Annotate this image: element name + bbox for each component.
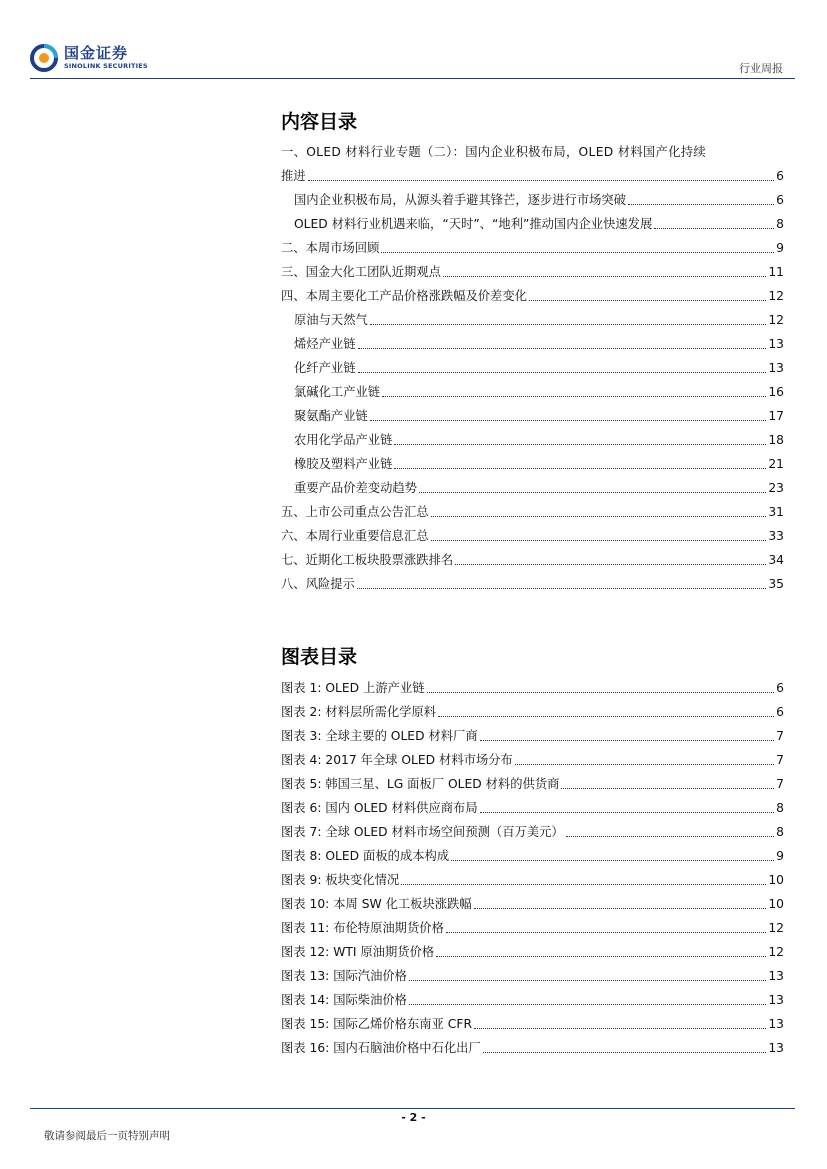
toc-entry-label: OLED 材料行业机遇来临，“天时”、“地利”推动国内企业快速发展	[294, 217, 653, 231]
toc-entry-page: 9	[776, 241, 784, 255]
figure-entry[interactable]	[281, 672, 784, 696]
figures-title: 图表目录	[281, 646, 358, 668]
figure-entry-page: 6	[776, 705, 784, 719]
figure-entry[interactable]	[281, 864, 784, 888]
company-logo	[30, 44, 148, 72]
dot-leader	[308, 170, 775, 181]
toc-entry[interactable]	[294, 472, 784, 496]
toc-entry-label: 橡胶及塑料产业链	[294, 457, 393, 471]
toc-entry-label: 重要产品价差变动趋势	[294, 481, 417, 495]
toc-entry[interactable]	[281, 568, 784, 592]
figure-entry[interactable]	[281, 936, 784, 960]
figure-entry[interactable]	[281, 960, 784, 984]
dot-leader	[431, 530, 767, 541]
figure-entry-page: 12	[768, 921, 784, 935]
toc-entry-label: 八、风险提示	[281, 577, 355, 591]
figure-entry-label: 图表 13: 国际汽油价格	[281, 969, 407, 983]
dot-leader	[358, 362, 767, 373]
dot-leader	[515, 754, 774, 765]
toc-entry-page: 13	[768, 361, 784, 375]
figure-entry[interactable]	[281, 888, 784, 912]
dot-leader	[561, 778, 774, 789]
figure-entry-label: 图表 6: 国内 OLED 材料供应商布局	[281, 801, 478, 815]
figure-entry[interactable]	[281, 912, 784, 936]
toc-entry[interactable]	[294, 352, 784, 376]
dot-leader	[401, 874, 766, 885]
figure-entry-label: 图表 12: WTI 原油期货价格	[281, 945, 435, 959]
toc-entry-label: 聚氨酯产业链	[294, 409, 368, 423]
toc-entry-page: 12	[768, 289, 784, 303]
footer-disclaimer: 敬请参阅最后一页特别声明	[44, 1130, 170, 1142]
dot-leader	[419, 482, 766, 493]
toc-entry-label: 一、OLED 材料行业专题（二）：国内企业积极布局，OLED 材料国产化持续	[281, 145, 706, 159]
figure-entry[interactable]	[281, 1008, 784, 1032]
report-type-label: 行业周报	[739, 62, 783, 75]
figure-entry-page: 13	[768, 993, 784, 1007]
dot-leader	[436, 946, 766, 957]
figure-entry-page: 13	[768, 1017, 784, 1031]
dot-leader	[357, 578, 767, 589]
dot-leader	[370, 410, 767, 421]
toc-entry[interactable]	[294, 376, 784, 400]
toc-entry-label: 化纤产业链	[294, 361, 356, 375]
figure-entry[interactable]	[281, 720, 784, 744]
figure-entry[interactable]	[281, 768, 784, 792]
figure-entry-label: 图表 8: OLED 面板的成本构成	[281, 849, 450, 863]
figure-entry[interactable]	[281, 792, 784, 816]
figure-entry-label: 图表 5: 韩国三星、LG 面板厂 OLED 材料的供货商	[281, 777, 560, 791]
figure-entry[interactable]	[281, 816, 784, 840]
toc-entry[interactable]	[281, 544, 784, 568]
dot-leader	[474, 1018, 766, 1029]
dot-leader	[427, 682, 775, 693]
figure-entry-label: 图表 16: 国内石脑油价格中石化出厂	[281, 1041, 481, 1055]
toc-entry-label: 二、本周市场回顾	[281, 241, 380, 255]
dot-leader	[394, 458, 766, 469]
figure-entry-page: 8	[776, 825, 784, 839]
figure-entry-label: 图表 2: 材料层所需化学原料	[281, 705, 437, 719]
figure-entry-label: 图表 10: 本周 SW 化工板块涨跌幅	[281, 897, 472, 911]
toc-entry-page: 11	[768, 265, 784, 279]
toc-entry-page: 12	[768, 313, 784, 327]
toc-entry[interactable]	[281, 232, 784, 256]
dot-leader	[358, 338, 767, 349]
dot-leader	[438, 706, 774, 717]
dot-leader	[628, 194, 774, 205]
toc-entry-page: 18	[768, 433, 784, 447]
dot-leader	[474, 898, 767, 909]
toc-entry[interactable]	[281, 280, 784, 304]
dot-leader	[409, 994, 766, 1005]
dot-leader	[451, 850, 774, 861]
toc-entry[interactable]	[281, 136, 784, 160]
toc-entry-page: 6	[776, 169, 784, 183]
dot-leader	[394, 434, 766, 445]
page-number: - 2 -	[401, 1111, 426, 1124]
figure-entry[interactable]	[281, 696, 784, 720]
dot-leader	[455, 554, 766, 565]
figure-entry-label: 图表 3: 全球主要的 OLED 材料厂商	[281, 729, 478, 743]
toc-entry[interactable]	[294, 184, 784, 208]
toc-entry-label: 三、国金大化工团队近期观点	[281, 265, 441, 279]
figure-entry-page: 12	[768, 945, 784, 959]
toc-entry-label: 原油与天然气	[294, 313, 368, 327]
dot-leader	[446, 922, 766, 933]
dot-leader	[566, 826, 774, 837]
toc-entry-label: 推进	[281, 169, 306, 183]
figure-entry-page: 8	[776, 801, 784, 815]
toc-entry-page: 6	[776, 193, 784, 207]
figure-entry-page: 10	[768, 873, 784, 887]
header-divider	[30, 78, 795, 79]
dot-leader	[409, 970, 766, 981]
toc-entry-label: 烯烃产业链	[294, 337, 356, 351]
figure-entry-page: 7	[776, 729, 784, 743]
figure-entry[interactable]	[281, 840, 784, 864]
toc-entry[interactable]	[294, 424, 784, 448]
figure-entry-page: 7	[776, 753, 784, 767]
toc-entry[interactable]	[281, 520, 784, 544]
toc-entry-page: 23	[768, 481, 784, 495]
logo-chinese-name: 国金证券	[64, 44, 129, 63]
contents-title: 内容目录	[281, 111, 358, 133]
dot-leader	[654, 218, 774, 229]
toc-entry[interactable]	[294, 208, 784, 232]
toc-entry-page: 34	[768, 553, 784, 567]
page-header	[0, 0, 827, 80]
toc-entry[interactable]	[294, 400, 784, 424]
figure-entry-page: 7	[776, 777, 784, 791]
figure-entry-label: 图表 1: OLED 上游产业链	[281, 681, 425, 695]
toc-entry-page: 17	[768, 409, 784, 423]
footer-divider	[30, 1108, 795, 1109]
dot-leader	[370, 314, 767, 325]
logo-english-name: SINOLINK SECURITIES	[64, 62, 148, 71]
toc-entry[interactable]	[294, 304, 784, 328]
figure-entry[interactable]	[281, 984, 784, 1008]
toc-entry-label: 六、本周行业重要信息汇总	[281, 529, 429, 543]
figure-entry-page: 13	[768, 1041, 784, 1055]
figure-entry-label: 图表 14: 国际柴油价格	[281, 993, 407, 1007]
dot-leader	[480, 730, 775, 741]
figure-entry-label: 图表 7: 全球 OLED 材料市场空间预测（百万美元）	[281, 825, 564, 839]
toc-entry-label: 国内企业积极布局，从源头着手避其锋芒，逐步进行市场突破	[294, 193, 627, 207]
toc-entry[interactable]	[294, 448, 784, 472]
toc-entry-page: 35	[768, 577, 784, 591]
figure-entry[interactable]	[281, 1032, 784, 1056]
sinolink-logo-icon	[30, 44, 58, 72]
toc-entry-page: 33	[768, 529, 784, 543]
dot-leader	[381, 242, 774, 253]
toc-entry[interactable]	[281, 496, 784, 520]
toc-entry-page: 13	[768, 337, 784, 351]
toc-entry-label: 五、上市公司重点公告汇总	[281, 505, 429, 519]
toc-entry[interactable]	[281, 160, 784, 184]
toc-entry-page: 16	[768, 385, 784, 399]
figure-entry[interactable]	[281, 744, 784, 768]
toc-entry-label: 七、近期化工板块股票涨跌排名	[281, 553, 454, 567]
dot-leader	[529, 290, 766, 301]
toc-entry-label: 四、本周主要化工产品价格涨跌幅及价差变化	[281, 289, 527, 303]
toc-entry-page: 21	[768, 457, 784, 471]
figure-entry-label: 图表 9: 板块变化情况	[281, 873, 400, 887]
dot-leader	[483, 1042, 767, 1053]
figure-entry-page: 13	[768, 969, 784, 983]
figure-entry-page: 10	[768, 897, 784, 911]
toc-entry[interactable]	[294, 328, 784, 352]
dot-leader	[480, 802, 775, 813]
toc-entry-label: 农用化学品产业链	[294, 433, 393, 447]
dot-leader	[382, 386, 766, 397]
figure-entry-page: 9	[776, 849, 784, 863]
toc-entry-label: 氯碱化工产业链	[294, 385, 381, 399]
figure-entry-label: 图表 11: 布伦特原油期货价格	[281, 921, 444, 935]
figure-entry-page: 6	[776, 681, 784, 695]
figure-entry-label: 图表 4: 2017 年全球 OLED 材料市场分布	[281, 753, 513, 767]
toc-entry-page: 8	[776, 217, 784, 231]
dot-leader	[443, 266, 766, 277]
dot-leader	[431, 506, 767, 517]
figure-entry-label: 图表 15: 国际乙烯价格东南亚 CFR	[281, 1017, 472, 1031]
toc-entry-page: 31	[768, 505, 784, 519]
toc-entry[interactable]	[281, 256, 784, 280]
